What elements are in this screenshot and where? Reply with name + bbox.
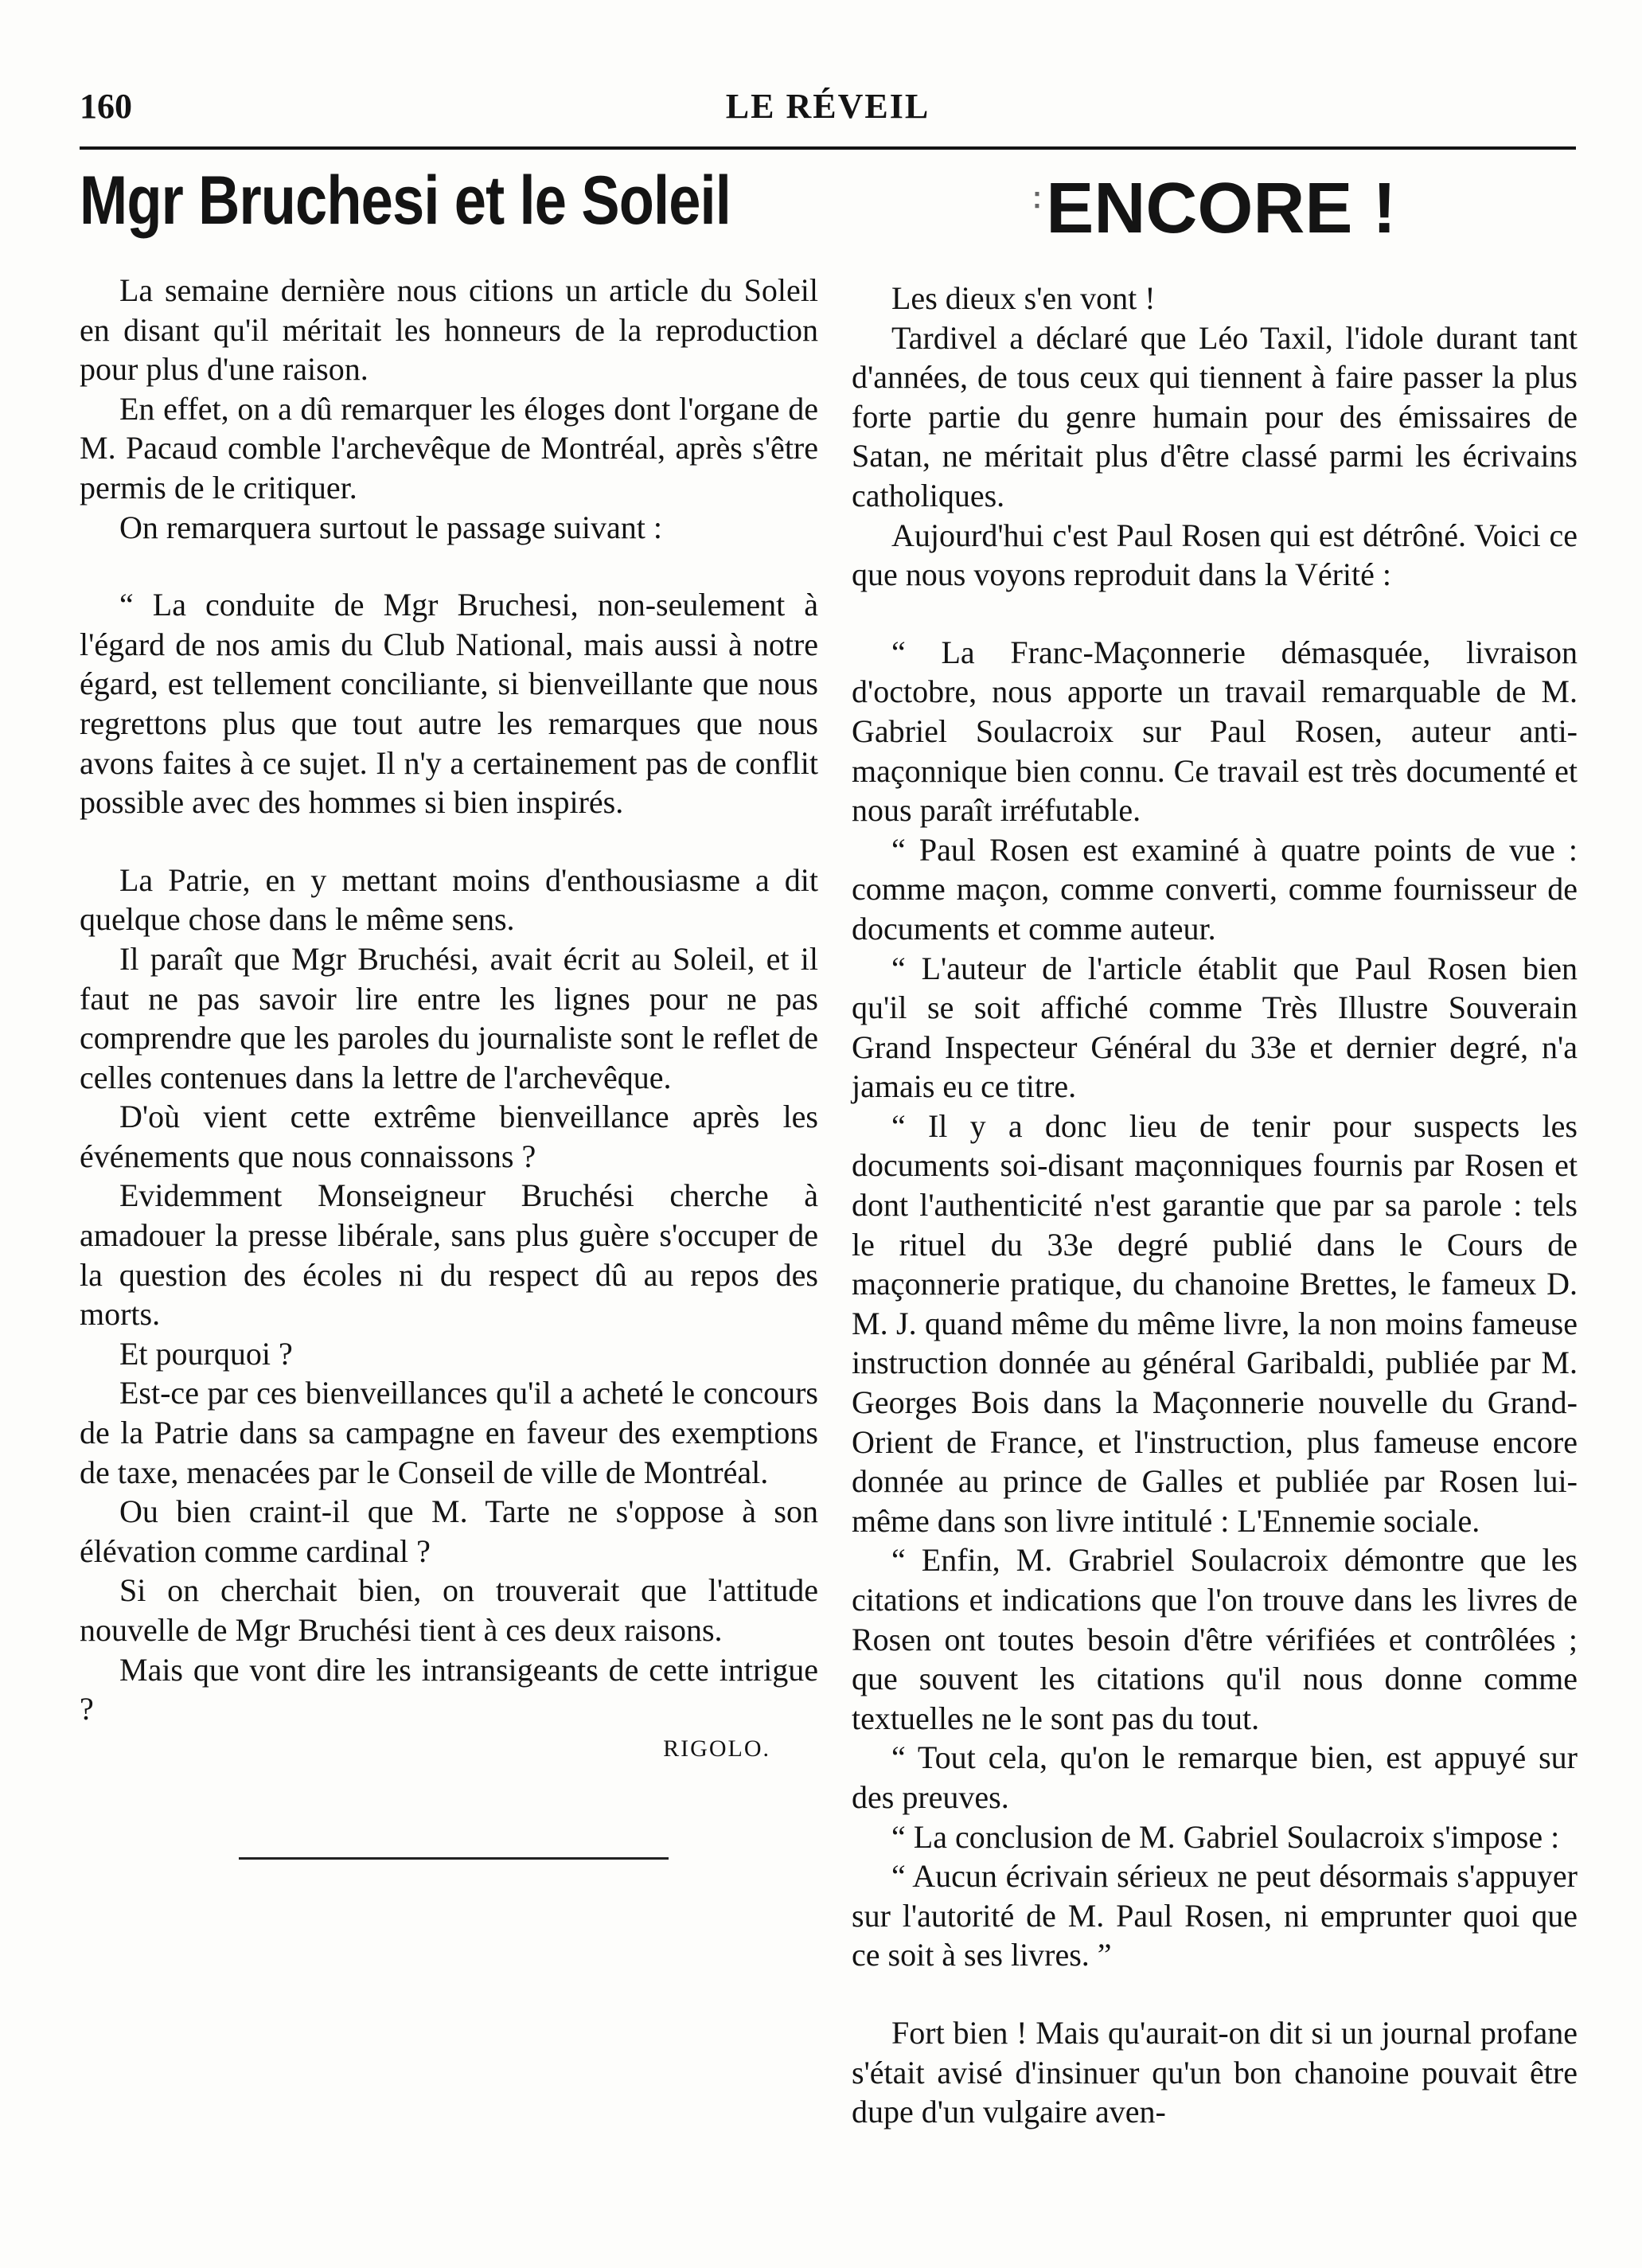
quoted-passage: “ Enfin, M. Grabriel Soulacroix démontre que les citations et indications que l'on trouve dans les livres de Rosen ont toutes besoin d'être vérifiées et contrôlées ; que souvent les citations qu'il nous donne comme textuelles ne le sont pas du tout. bbox=[852, 1542, 1578, 1736]
quoted-passage: “ La conduite de Mgr Bruchesi, non-seulement à l'égard de nos amis du Club National, mais aussi à notre égard, est tellement conciliante, si bienveillante que nous regrettons plus que tout autre les remarques que nous avons faites à ce sujet. Il n'y a certainement pas de conflit possible avec des hommes si bien inspirés. bbox=[80, 587, 818, 821]
article-paragraph: La semaine dernière nous citions un article du Soleil en disant qu'il méritait les honneurs de la reproduction pour plus d'une raison. bbox=[80, 272, 818, 388]
quoted-passage: “ La Franc-Maçonnerie démasquée, livraison d'octobre, nous apporte un travail remarquable de M. Gabriel Soulacroix sur Paul Rosen, auteur anti-maçonnique bien connu. Ce travail est très documenté et nous paraît irréfutable. bbox=[852, 634, 1578, 829]
right-article-title-text: ENCORE ! bbox=[1046, 169, 1397, 248]
quoted-passage: “ L'auteur de l'article établit que Paul Rosen bien qu'il se soit affiché comme Très Illustre Souverain Grand Inspecteur Général du 33e et dernier degré, n'a jamais eu ce titre. bbox=[852, 950, 1578, 1105]
section-divider bbox=[239, 1857, 669, 1860]
article-paragraph: Tardivel a déclaré que Léo Taxil, l'idole durant tant d'années, de tous ceux qui tiennent à faire passer la plus forte partie du genre humain pour des émissaires de Satan, ne méritait plus d'être classé parmi les écrivains catholiques. bbox=[852, 319, 1578, 513]
article-paragraph: Evidemment Monseigneur Bruchési cherche à amadouer la presse libérale, sans plus guère s'occuper de la question des écoles ni du respect dû au repos des morts. bbox=[80, 1177, 818, 1333]
quoted-passage: “ La conclusion de M. Gabriel Soulacroix s'impose : bbox=[891, 1818, 1560, 1855]
page-number: 160 bbox=[80, 87, 132, 126]
right-article bbox=[852, 159, 1578, 2132]
article-paragraph: Ou bien craint-il que M. Tarte ne s'oppose à son élévation comme cardinal ? bbox=[80, 1493, 818, 1569]
article-paragraph: Est-ce par ces bienveillances qu'il a acheté le concours de la Patrie dans sa campagne en faveur des exemptions de taxe, menacées par le Conseil de ville de Montréal. bbox=[80, 1375, 818, 1490]
page-header bbox=[80, 86, 1576, 134]
right-article-title bbox=[852, 159, 1578, 250]
article-paragraph: Mais que vont dire les intransigeants de cette intrigue ? bbox=[80, 1651, 818, 1727]
quoted-passage: “ Paul Rosen est examiné à quatre points de vue : comme maçon, comme converti, comme fournisseur de documents et comme auteur. bbox=[852, 831, 1578, 947]
left-article bbox=[80, 159, 818, 1860]
print-mark-icon: ⁚ bbox=[1032, 187, 1042, 213]
article-paragraph: Les dieux s'en vont ! bbox=[891, 280, 1156, 316]
article-signature: RIGOLO. bbox=[663, 1735, 770, 1762]
article-paragraph: La Patrie, en y mettant moins d'enthousiasme a dit quelque chose dans le même sens. bbox=[80, 861, 818, 938]
article-paragraph: Fort bien ! Mais qu'aurait-on dit si un journal profane s'était avisé d'insinuer qu'un bon chanoine pouvait être dupe d'un vulgaire aven- bbox=[852, 2014, 1578, 2130]
article-paragraph: On remarquera surtout le passage suivant : bbox=[119, 509, 663, 545]
header-rule bbox=[80, 146, 1576, 150]
quoted-passage: “ Aucun écrivain sérieux ne peut désormais s'appuyer sur l'autorité de M. Paul Rosen, ni emprunter quoi que ce soit à ses livres. ” bbox=[852, 1858, 1578, 1973]
article-paragraph: Aujourd'hui c'est Paul Rosen qui est détrôné. Voici ce que nous voyons reproduit dans la Vérité : bbox=[852, 517, 1578, 593]
journal-title: LE RÉVEIL bbox=[725, 87, 930, 126]
article-paragraph: Et pourquoi ? bbox=[119, 1335, 293, 1372]
article-paragraph: Il paraît que Mgr Bruchési, avait écrit au Soleil, et il faut ne pas savoir lire entre les lignes pour ne pas comprendre que les paroles du journaliste sont le reflet de celles contenues dans la lettre de l'archevêque. bbox=[80, 940, 818, 1095]
left-article-title: Mgr Bruchesi et le Soleil bbox=[80, 162, 731, 239]
quoted-passage: “ Tout cela, qu'on le remarque bien, est appuyé sur des preuves. bbox=[852, 1739, 1578, 1815]
article-paragraph: En effet, on a dû remarquer les éloges dont l'organe de M. Pacaud comble l'archevêque de Montréal, après s'être permis de le critiquer. bbox=[80, 390, 818, 506]
quoted-passage: “ Il y a donc lieu de tenir pour suspects les documents soi-disant maçonniques fournis par Rosen et dont l'authenticité n'est garantie que par sa parole : tels le rituel du 33e degré publié dans le Cours de maçonnerie pratique, du chanoine Brettes, le fameux D. M. J. quand même du même livre, la non moins fameuse instruction donnée au général Garibaldi, publiée par M. Georges Bois dans la Maçonnerie nouvelle du Grand-Orient de France, et l'instruction, plus fameuse encore donnée au prince de Galles et publiée par Rosen lui-même dans son livre intitulé : L'Ennemie sociale. bbox=[852, 1107, 1578, 1539]
article-paragraph: D'où vient cette extrême bienveillance après les événements que nous connaissons ? bbox=[80, 1099, 818, 1174]
article-paragraph: Si on cherchait bien, on trouverait que l'attitude nouvelle de Mgr Bruchési tient à ces deux raisons. bbox=[80, 1572, 818, 1648]
